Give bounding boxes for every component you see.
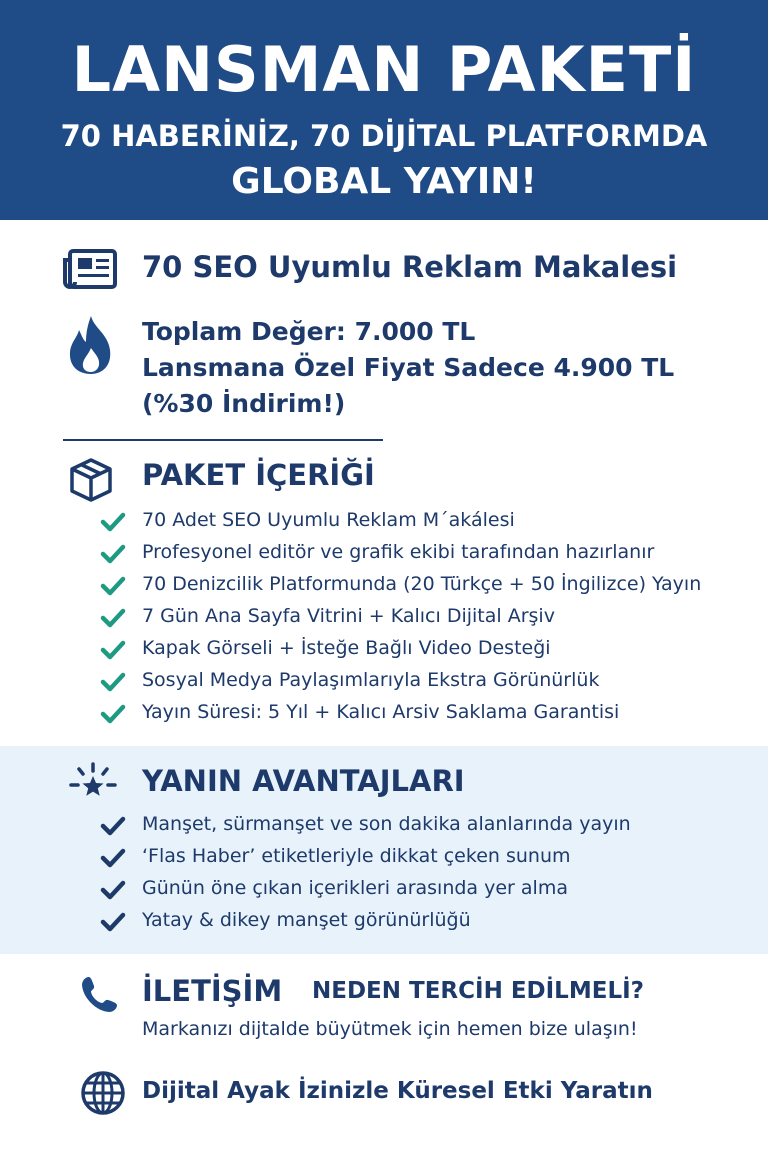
price-total: Toplam Değer: 7.000 TL: [142, 317, 476, 346]
check-icon: [100, 510, 126, 530]
star-burst-icon: [68, 762, 118, 802]
check-icon: [100, 670, 126, 690]
list-item: Profesyonel editör ve grafik ekibi tarafından hazırlanır: [100, 536, 701, 568]
check-icon: [100, 638, 126, 658]
page-title: LANSMAN PAKETİ: [71, 33, 697, 106]
fire-icon: [64, 314, 118, 376]
subtitle-line-1: 70 HABERİNİZ, 70 DİJİTAL PLATFORMDA: [60, 119, 708, 153]
price-discount: (%30 İndirim!): [142, 389, 346, 418]
list-item: Yayın Süresi: 5 Yıl + Kalıcı Arsiv Saklama Garantisi: [100, 696, 701, 728]
subtitle-line-2: GLOBAL YAYIN!: [231, 161, 537, 202]
list-item: Manşet, sürmanşet ve son dakika alanlarında yayın: [100, 808, 631, 840]
advantages-list: [100, 808, 631, 936]
price-launch: Lansmana Özel Fiyat Sadece 4.900 TL: [142, 353, 675, 382]
check-icon: [100, 542, 126, 562]
check-icon: [100, 606, 126, 626]
globe-icon: [80, 1070, 126, 1116]
list-item: Sosyal Medya Paylaşımlarıyla Ekstra Görünürlük: [100, 664, 701, 696]
list-item: 70 Adet SEO Uyumlu Reklam M´akálesi: [100, 504, 701, 536]
header-banner: [0, 0, 768, 220]
contact-question: NEDEN TERCİH EDİLMELİ?: [312, 978, 644, 1004]
check-icon: [100, 574, 126, 594]
list-item: ‘Flas Haber’ etiketleriyle dikkat çeken sunum: [100, 840, 631, 872]
list-item: 7 Gün Ana Sayfa Vitrini + Kalıcı Dijital Arşiv: [100, 600, 701, 632]
check-icon: [100, 910, 126, 930]
list-item: Yatay & dikey manşet görünürlüğü: [100, 904, 631, 936]
package-title: PAKET İÇERİĞİ: [142, 458, 375, 492]
newspaper-icon: [62, 248, 118, 290]
footer-text: Dijital Ayak İzinizle Küresel Etki Yaratın: [142, 1078, 653, 1104]
contact-text: Markanızı dijtalde büyütmek için hemen bize ulaşın!: [142, 1018, 638, 1040]
package-list: [100, 504, 701, 728]
box-icon: [68, 457, 114, 503]
check-icon: [100, 814, 126, 834]
advantages-title: YANIN AVANTAJLARI: [142, 764, 465, 798]
contact-title: İLETİŞİM: [142, 974, 283, 1008]
feature-text: 70 SEO Uyumlu Reklam Makalesi: [142, 250, 678, 284]
list-item: Günün öne çıkan içerikleri arasında yer alma: [100, 872, 631, 904]
section-divider: [63, 439, 383, 441]
list-item: 70 Denizcilik Platformunda (20 Türkçe + 50 İngilizce) Yayın: [100, 568, 701, 600]
list-item: Kapak Görseli + İsteğe Bağlı Video Desteği: [100, 632, 701, 664]
check-icon: [100, 702, 126, 722]
phone-icon: [80, 974, 120, 1014]
check-icon: [100, 846, 126, 866]
check-icon: [100, 878, 126, 898]
